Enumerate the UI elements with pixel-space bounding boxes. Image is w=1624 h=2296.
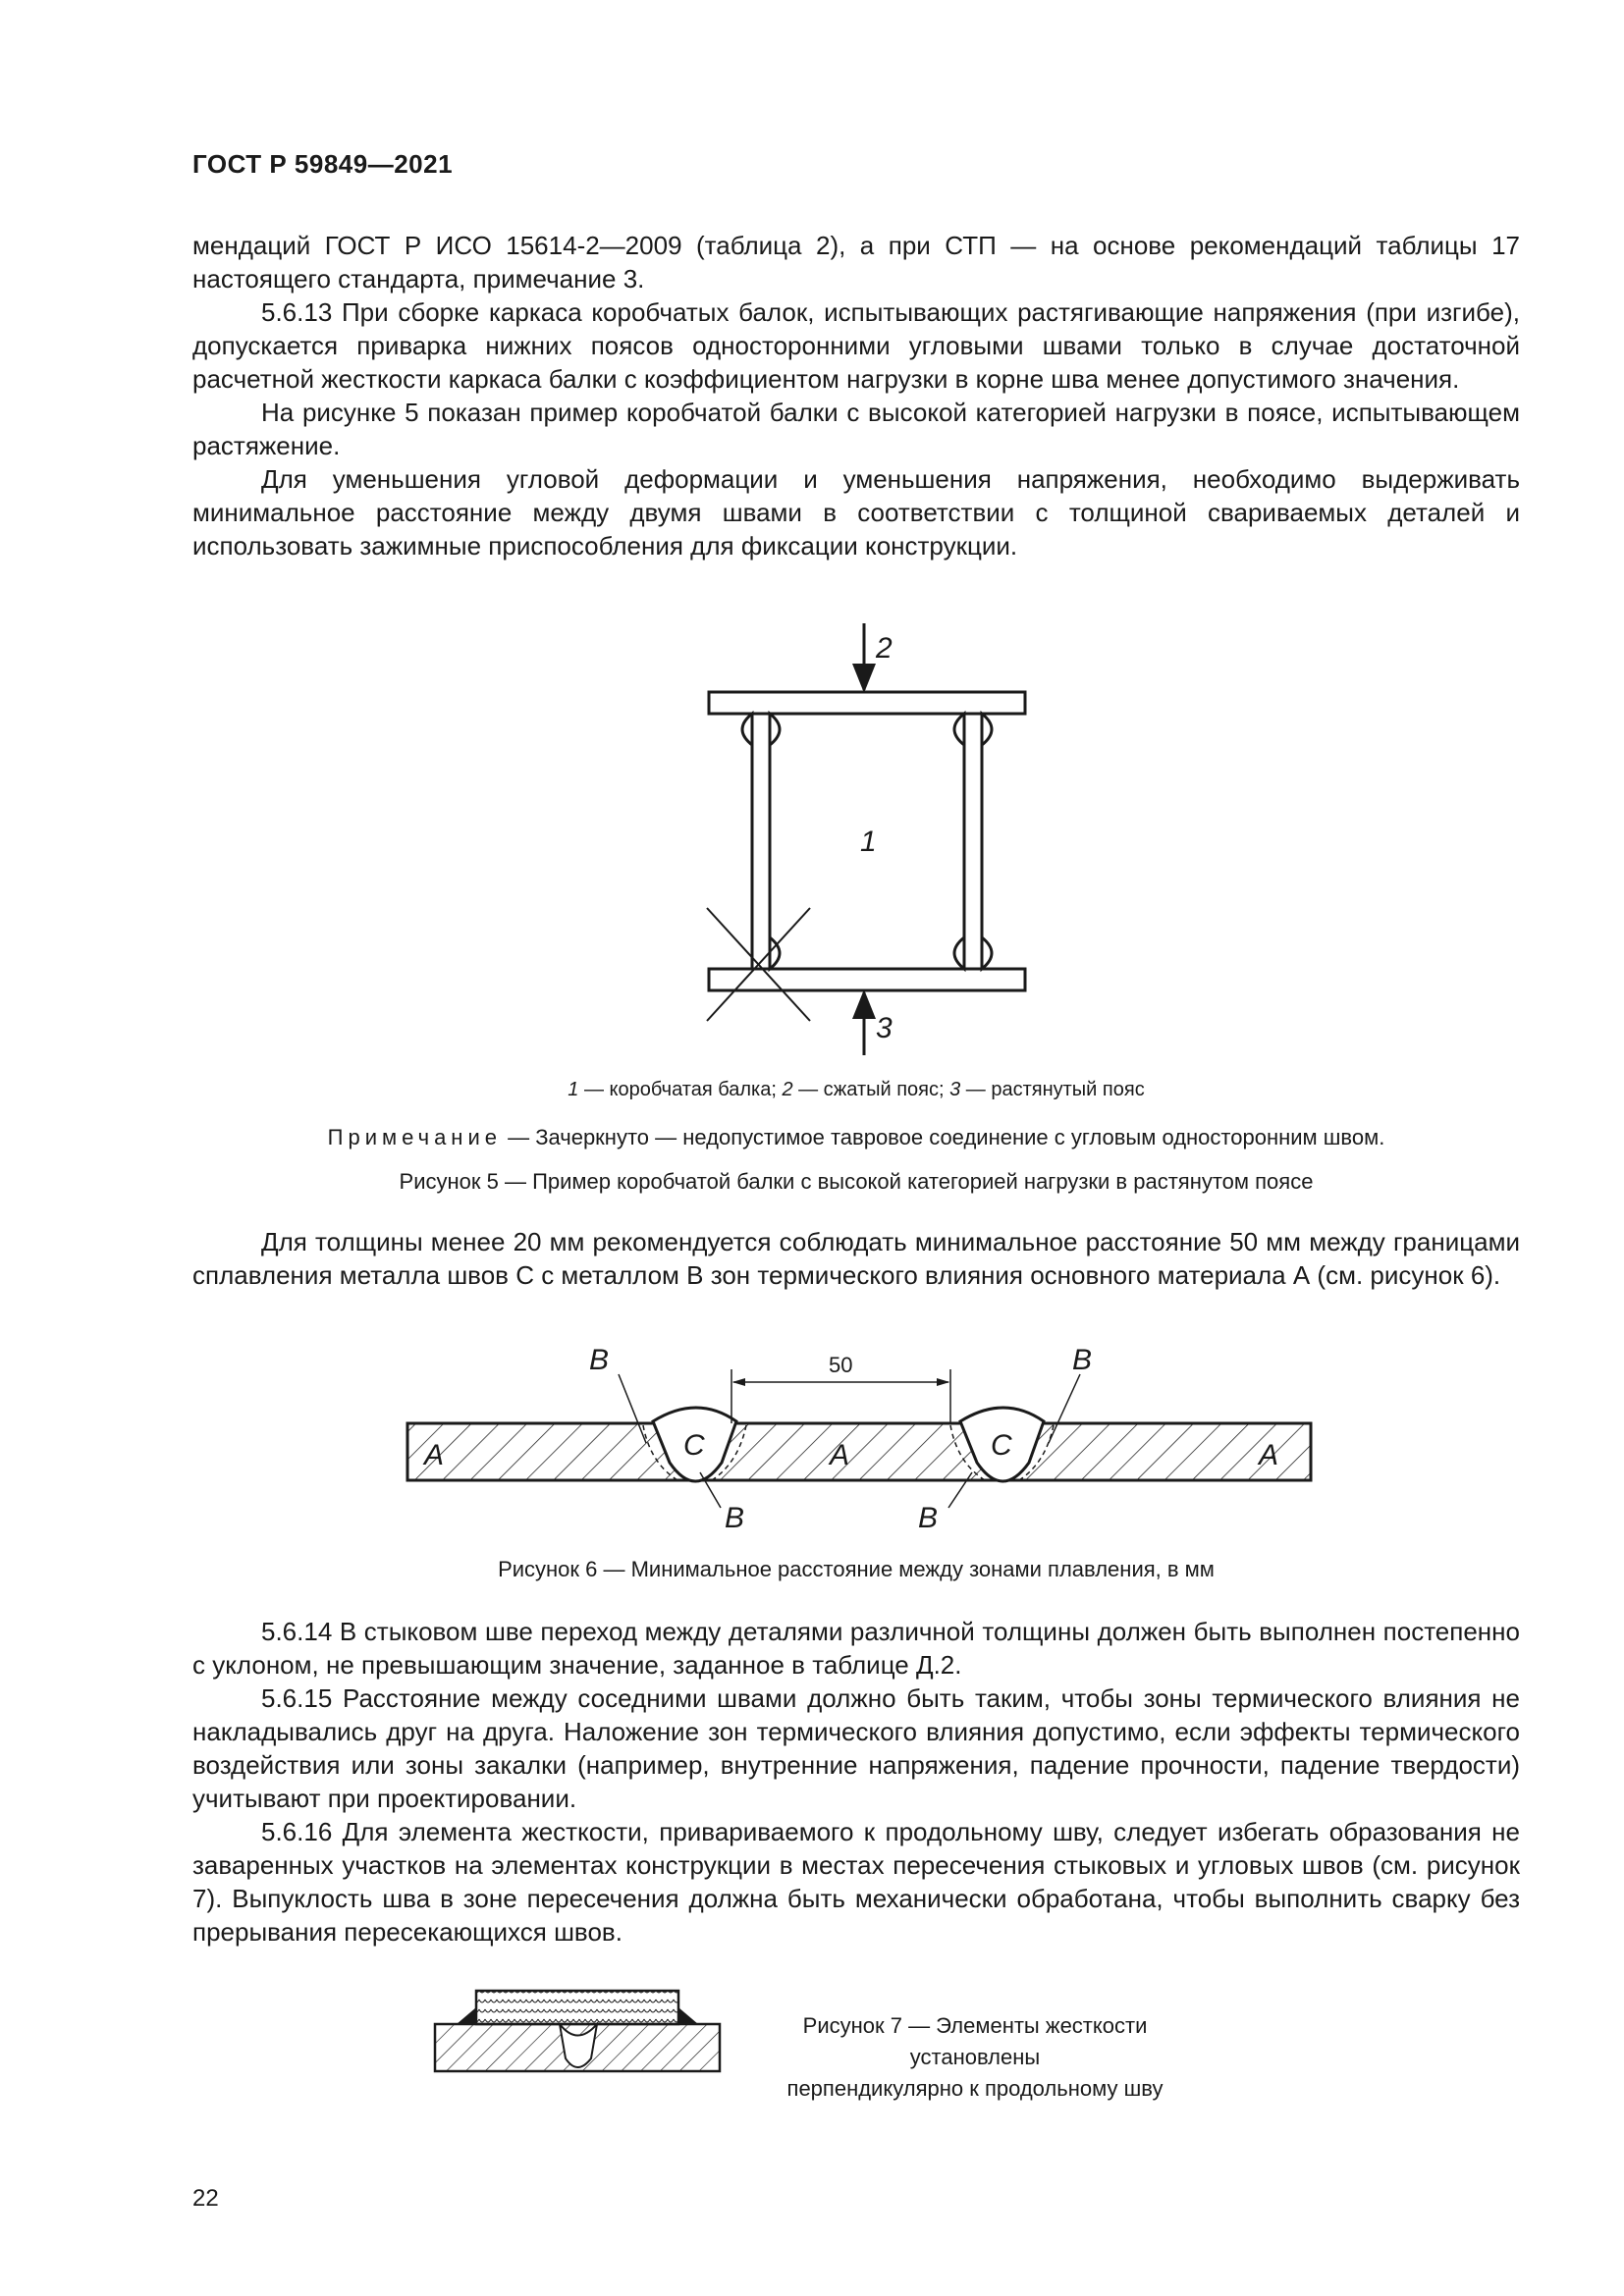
- legend-num-3: 3: [949, 1079, 961, 1100]
- figure-5-caption: Рисунок 5 — Пример коробчатой балки с высокой категорией нагрузки в растянутом поясе: [399, 1169, 1314, 1194]
- dimension-50: 50: [829, 1353, 853, 1377]
- paragraph-min-distance: Для толщины менее 20 мм рекомендуется соблюдать минимальное расстояние 50 мм между границами сплавления металла швов С с металлом В зон термического влияния основного материала А (см. рисунок 6).: [192, 1227, 1520, 1290]
- label-b-top-right: B: [1072, 1344, 1093, 1376]
- figure-7-caption-line-2: перпендикулярно к продольному шву: [786, 2076, 1164, 2101]
- weld-bottom-right-outer: [982, 937, 992, 969]
- paragraph-5-6-15: 5.6.15 Расстояние между соседними швами должно быть таким, чтобы зоны термического влияния не накладывались друг на друга. Наложение зон термического влияния допустимо, если эффекты термического воздействия или зоны закалки (например, внутренние напряжения, падение прочности, падение твердости) учитывают при проектировании.: [192, 1683, 1520, 1813]
- paragraph-figure5-intro: На рисунке 5 показан пример коробчатой балки с высокой категорией нагрузки в поясе, испытывающем растяжение.: [192, 398, 1520, 460]
- page-number: 22: [192, 2185, 219, 2212]
- stiffener: [476, 1991, 678, 2024]
- dimension-lines: [731, 1369, 950, 1423]
- paragraph-5-6-14: 5.6.14 В стыковом шве переход между деталями различной толщины должен быть выполнен постепенно с уклоном, не превышающим значение, заданное в таблице Д.2.: [192, 1617, 1520, 1680]
- weld-bottom-right-inner: [954, 937, 964, 969]
- label-b-top-left: B: [589, 1344, 610, 1376]
- figure-7-caption-line-1: Рисунок 7 — Элементы жесткости установлены: [802, 2013, 1148, 2069]
- text-block-3: [192, 1615, 1520, 1949]
- label-b-bottom-left: B: [725, 1502, 745, 1534]
- tension-flange: [709, 969, 1025, 990]
- weld-top-left-inner: [770, 714, 780, 745]
- weld-top-right-outer: [982, 714, 992, 745]
- figure-5-note: [192, 1124, 1520, 1151]
- paragraph-5-6-13: 5.6.13 При сборке каркаса коробчатых балок, испытывающих растягивающие напряжения (при изгибе), допускается приварка нижних поясов односторонними угловыми швами только в случае достаточной расчетной жесткости каркаса балки с коэффициентом нагрузки в корне шва менее допустимого значения.: [192, 297, 1520, 394]
- label-a-middle: A: [830, 1439, 850, 1471]
- paragraph-deformation: Для уменьшения угловой деформации и уменьшения напряжения, необходимо выдерживать минимальное расстояние между двумя швами в соответствии с толщиной свариваемых деталей и использовать зажимные приспособления для фиксации конструкции.: [192, 464, 1520, 561]
- text-block-2: [192, 1225, 1520, 1292]
- document-header: ГОСТ Р 59849—2021: [192, 149, 454, 179]
- label-2: 2: [876, 632, 893, 665]
- paragraph-5-6-16: 5.6.16 Для элемента жесткости, привариваемого к продольному шву, следует избегать образования не заваренных участков на элементах конструкции в местах пересечения стыковых и угловых швов (см. рисунок 7). Выпуклость шва в зоне пересечения должна быть механически обработана, чтобы выполнить сварку без прерывания пересекающихся швов.: [192, 1817, 1520, 1947]
- paragraph-continuation: мендаций ГОСТ Р ИСО 15614-2—2009 (таблица 2), а при СТП — на основе рекомендаций таблицы 17 настоящего стандарта, примечание 3.: [192, 231, 1520, 294]
- figure-5-legend: [192, 1076, 1520, 1103]
- figure-5-drawing: [668, 614, 1060, 1065]
- legend-num-2: 2: [782, 1079, 793, 1100]
- legend-text-2: — сжатый пояс;: [792, 1079, 950, 1100]
- label-c-left: C: [683, 1429, 705, 1462]
- right-web: [964, 714, 982, 969]
- fillet-left: [457, 2007, 476, 2024]
- label-b-bottom-right: B: [918, 1502, 939, 1534]
- left-web: [752, 714, 770, 969]
- label-a-right: A: [1259, 1439, 1279, 1471]
- fillet-right: [678, 2007, 698, 2024]
- weld-top-right-inner: [954, 714, 964, 745]
- legend-text-1: — коробчатая балка;: [578, 1079, 783, 1100]
- figure-6-drawing: [393, 1335, 1326, 1541]
- label-a-left: A: [424, 1439, 445, 1471]
- label-1: 1: [860, 826, 877, 858]
- figure-7-drawing: [432, 1988, 727, 2086]
- compressed-flange: [709, 692, 1025, 714]
- legend-num-1: 1: [568, 1079, 579, 1100]
- figure-6-caption: Рисунок 6 — Минимальное расстояние между зонами плавления, в мм: [498, 1557, 1215, 1581]
- base-plate: [407, 1423, 1311, 1480]
- note-text: — Зачеркнуто — недопустимое тавровое соединение с угловым односторонним швом.: [501, 1125, 1385, 1149]
- label-3: 3: [876, 1012, 893, 1044]
- figure-7-caption: [764, 2010, 1186, 2105]
- label-c-right: C: [991, 1429, 1012, 1462]
- note-label: Примечание: [327, 1125, 502, 1149]
- legend-text-3: — растянутый пояс: [960, 1079, 1145, 1100]
- text-block-1: [192, 229, 1520, 562]
- crossed-out-joint: [707, 908, 810, 1021]
- weld-top-left-outer: [742, 714, 752, 745]
